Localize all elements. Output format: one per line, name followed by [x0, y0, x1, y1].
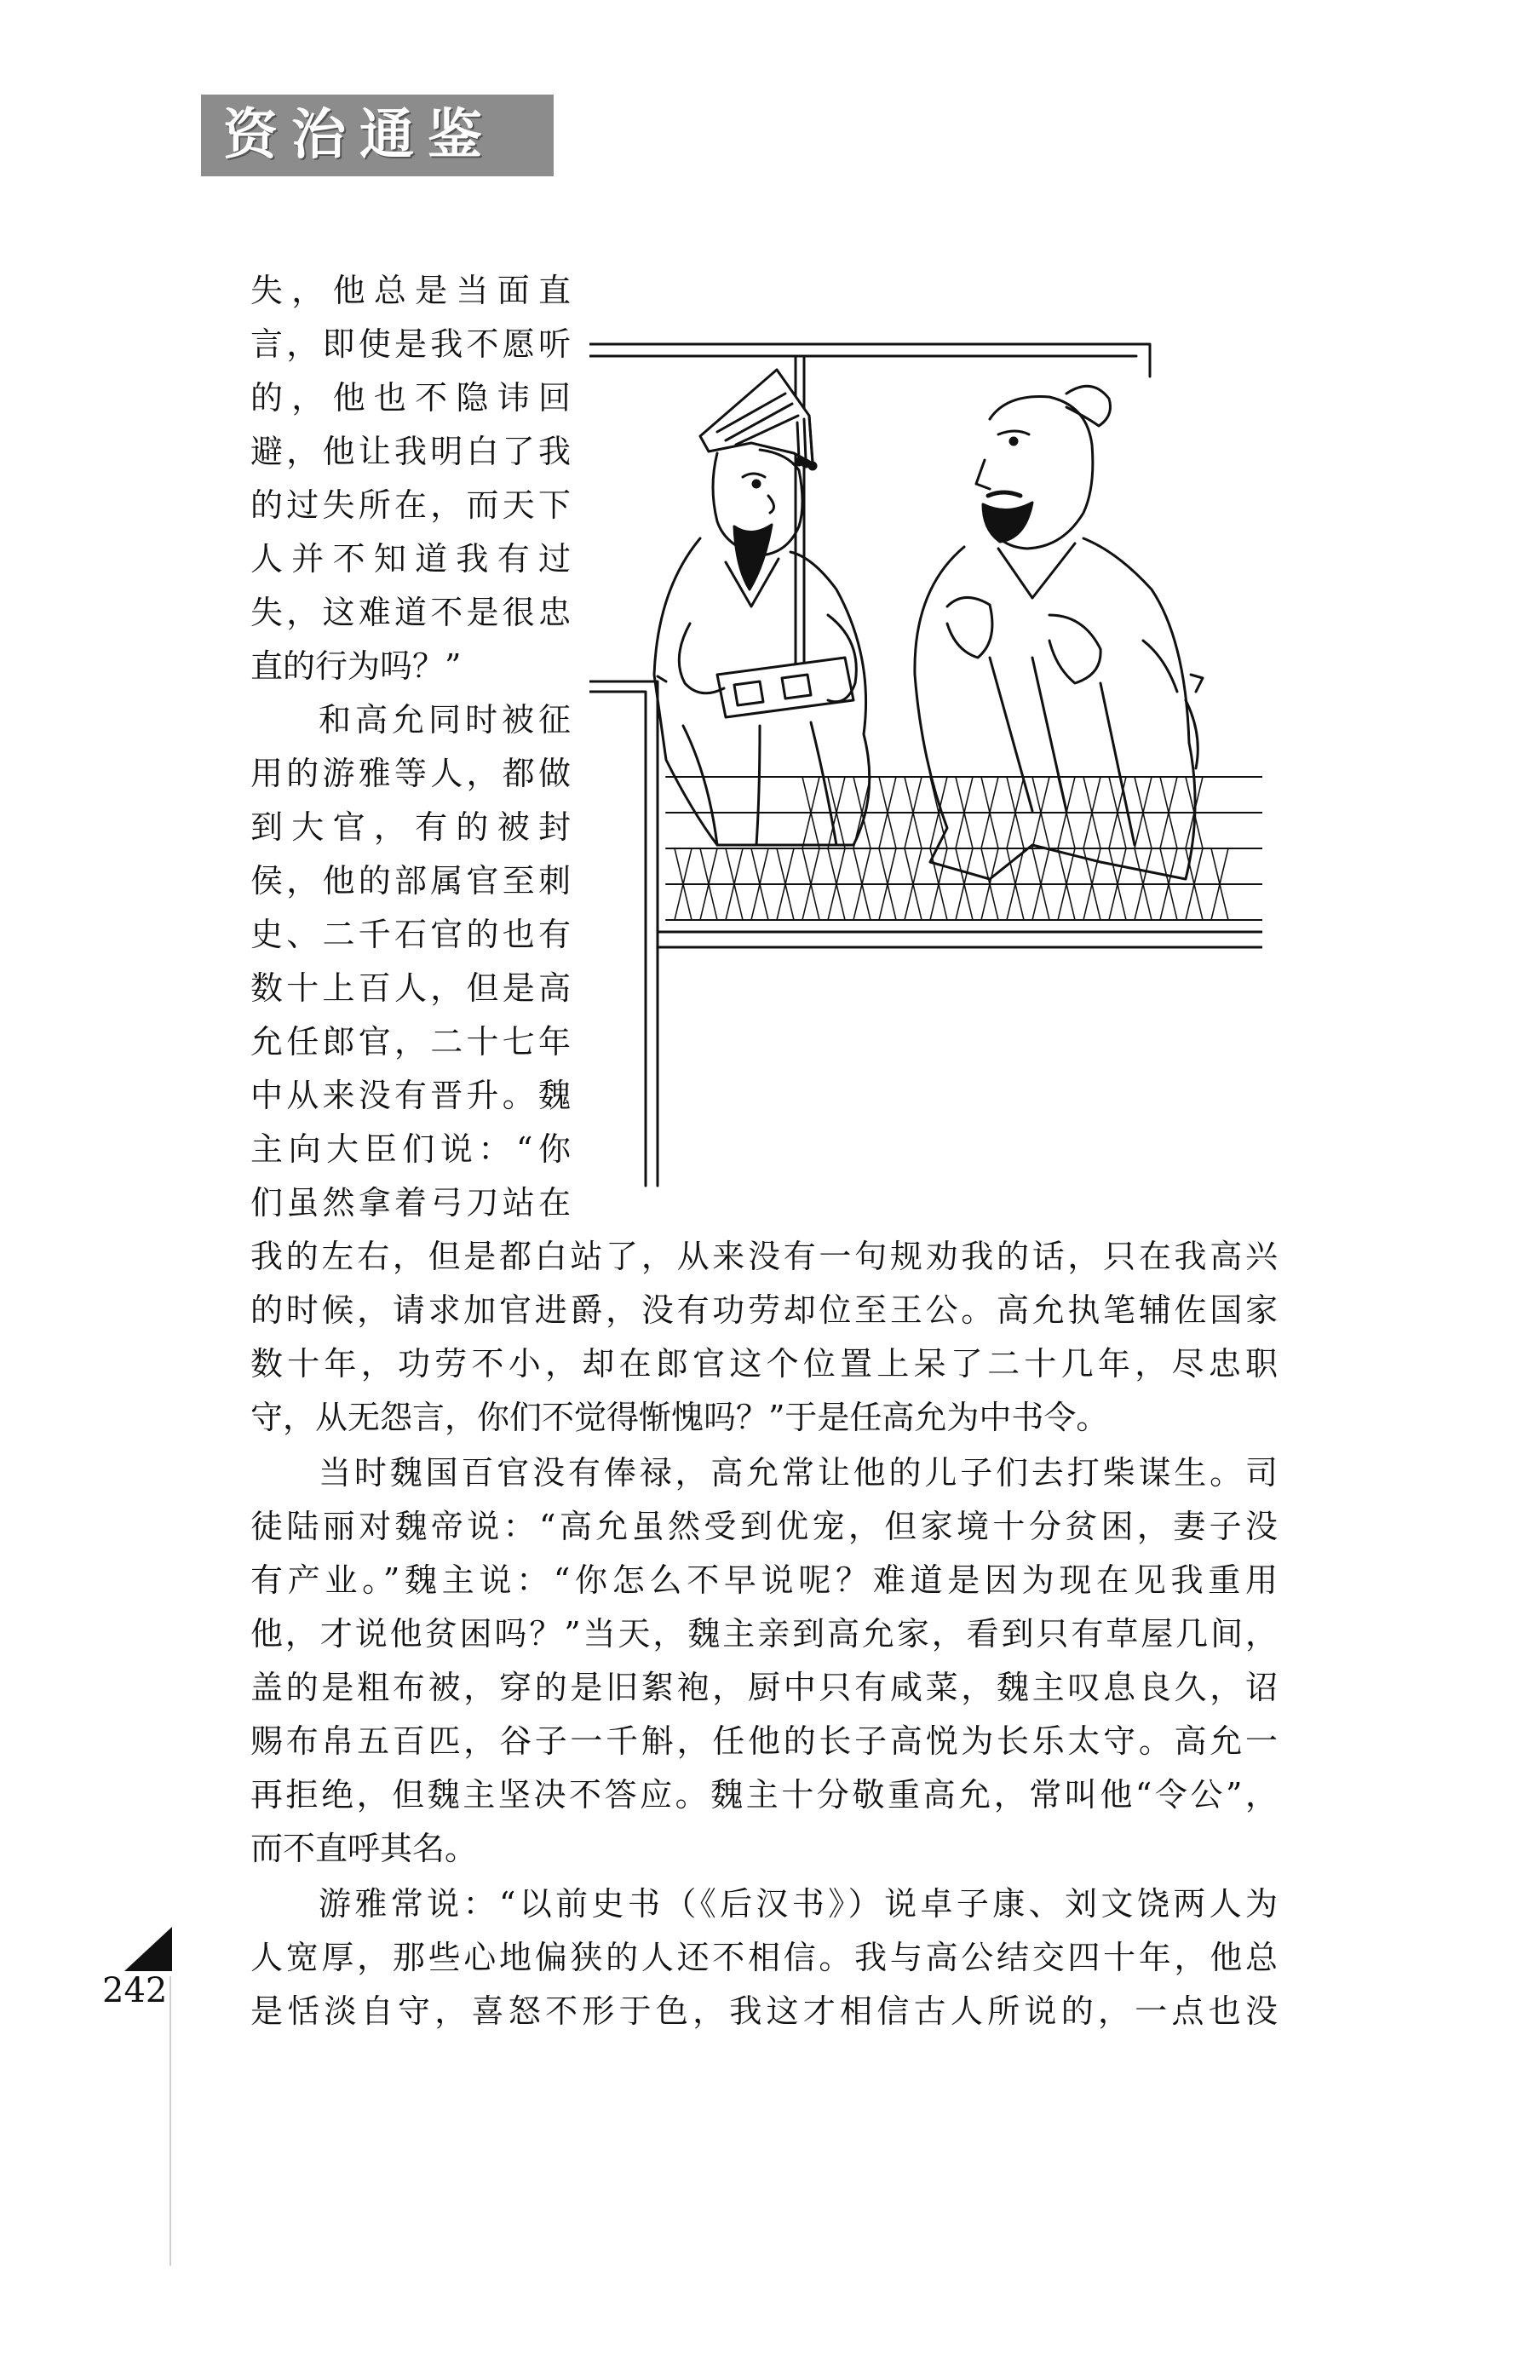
- body-line: 而不直呼其名。: [250, 1830, 478, 1867]
- margin-rule: [170, 1976, 171, 2266]
- body-line: 主向大臣们说：“你: [250, 1130, 571, 1168]
- body-line: 失，他总是当面直: [250, 272, 571, 309]
- body-line: 游雅常说：“以前史书（《后汉书》）说卓子康、刘文饶两人为: [319, 1885, 1278, 1923]
- body-line: 和高允同时被征: [319, 701, 571, 739]
- body-line: 人宽厚，那些心地偏狭的人还不相信。我与高公结交四十年，他总: [250, 1939, 1278, 1976]
- body-line: 守，从无怨言，你们不觉得惭愧吗？”于是任高允为中书令。: [250, 1399, 1109, 1436]
- body-line: 直的行为吗？”: [250, 647, 462, 685]
- body-line: 赐布帛五百匹，谷子一千斛，任他的长子高悦为长乐太守。高允一: [250, 1722, 1278, 1760]
- body-line: 盖的是粗布被，穿的是旧絮袍，厨中只有咸菜，魏主叹息良久，诏: [250, 1669, 1278, 1706]
- body-line: 史、二千石官的也有: [250, 916, 571, 953]
- body-line: 的，他也不隐讳回: [250, 379, 571, 417]
- body-line: 人并不知道我有过: [250, 540, 571, 578]
- body-line: 中从来没有晋升。魏: [250, 1077, 571, 1114]
- body-line: 们虽然拿着弓刀站在: [250, 1184, 571, 1222]
- body-line: 避，他让我明白了我: [250, 433, 571, 470]
- body-line: 的过失所在，而天下: [250, 486, 571, 524]
- body-line: 数十年，功劳不小，却在郎官这个位置上呆了二十几年，尽忠职: [250, 1345, 1278, 1383]
- page-number: 242: [102, 1971, 168, 2010]
- book-title-bar: [201, 95, 554, 176]
- body-line: 侯，他的部属官至刺: [250, 862, 571, 900]
- body-line: 数十上百人，但是高: [250, 969, 571, 1007]
- body-line: 有产业。”魏主说：“你怎么不早说呢？难道是因为现在见我重用: [250, 1561, 1278, 1599]
- body-line: 言，即使是我不愿听: [250, 325, 571, 363]
- page-corner-tab: [124, 1927, 172, 1971]
- body-line: 再拒绝，但魏主坚决不答应。魏主十分敬重高允，常叫他“令公”，: [250, 1776, 1278, 1814]
- illustration: [589, 334, 1262, 1194]
- body-line: 徒陆丽对魏帝说：“高允虽然受到优宠，但家境十分贫困，妻子没: [250, 1508, 1278, 1545]
- body-line: 是恬淡自守，喜怒不形于色，我这才相信古人所说的，一点也没: [250, 1992, 1278, 2030]
- body-line: 我的左右，但是都白站了，从来没有一句规劝我的话，只在我高兴: [250, 1238, 1278, 1275]
- book-title: 资治通鉴: [223, 104, 496, 167]
- body-line: 用的游雅等人，都做: [250, 755, 571, 792]
- body-line: 他，才说他贫困吗？”当天，魏主亲到高允家，看到只有草屋几间，: [250, 1615, 1278, 1653]
- body-line: 当时魏国百官没有俸禄，高允常让他的儿子们去打柴谋生。司: [319, 1454, 1278, 1492]
- body-line: 到大官，有的被封: [250, 808, 571, 846]
- body-line: 失，这难道不是很忠: [250, 594, 571, 631]
- body-line: 允任郎官，二十七年: [250, 1023, 571, 1061]
- body-line: 的时候，请求加官进爵，没有功劳却位至王公。高允执笔辅佐国家: [250, 1291, 1278, 1329]
